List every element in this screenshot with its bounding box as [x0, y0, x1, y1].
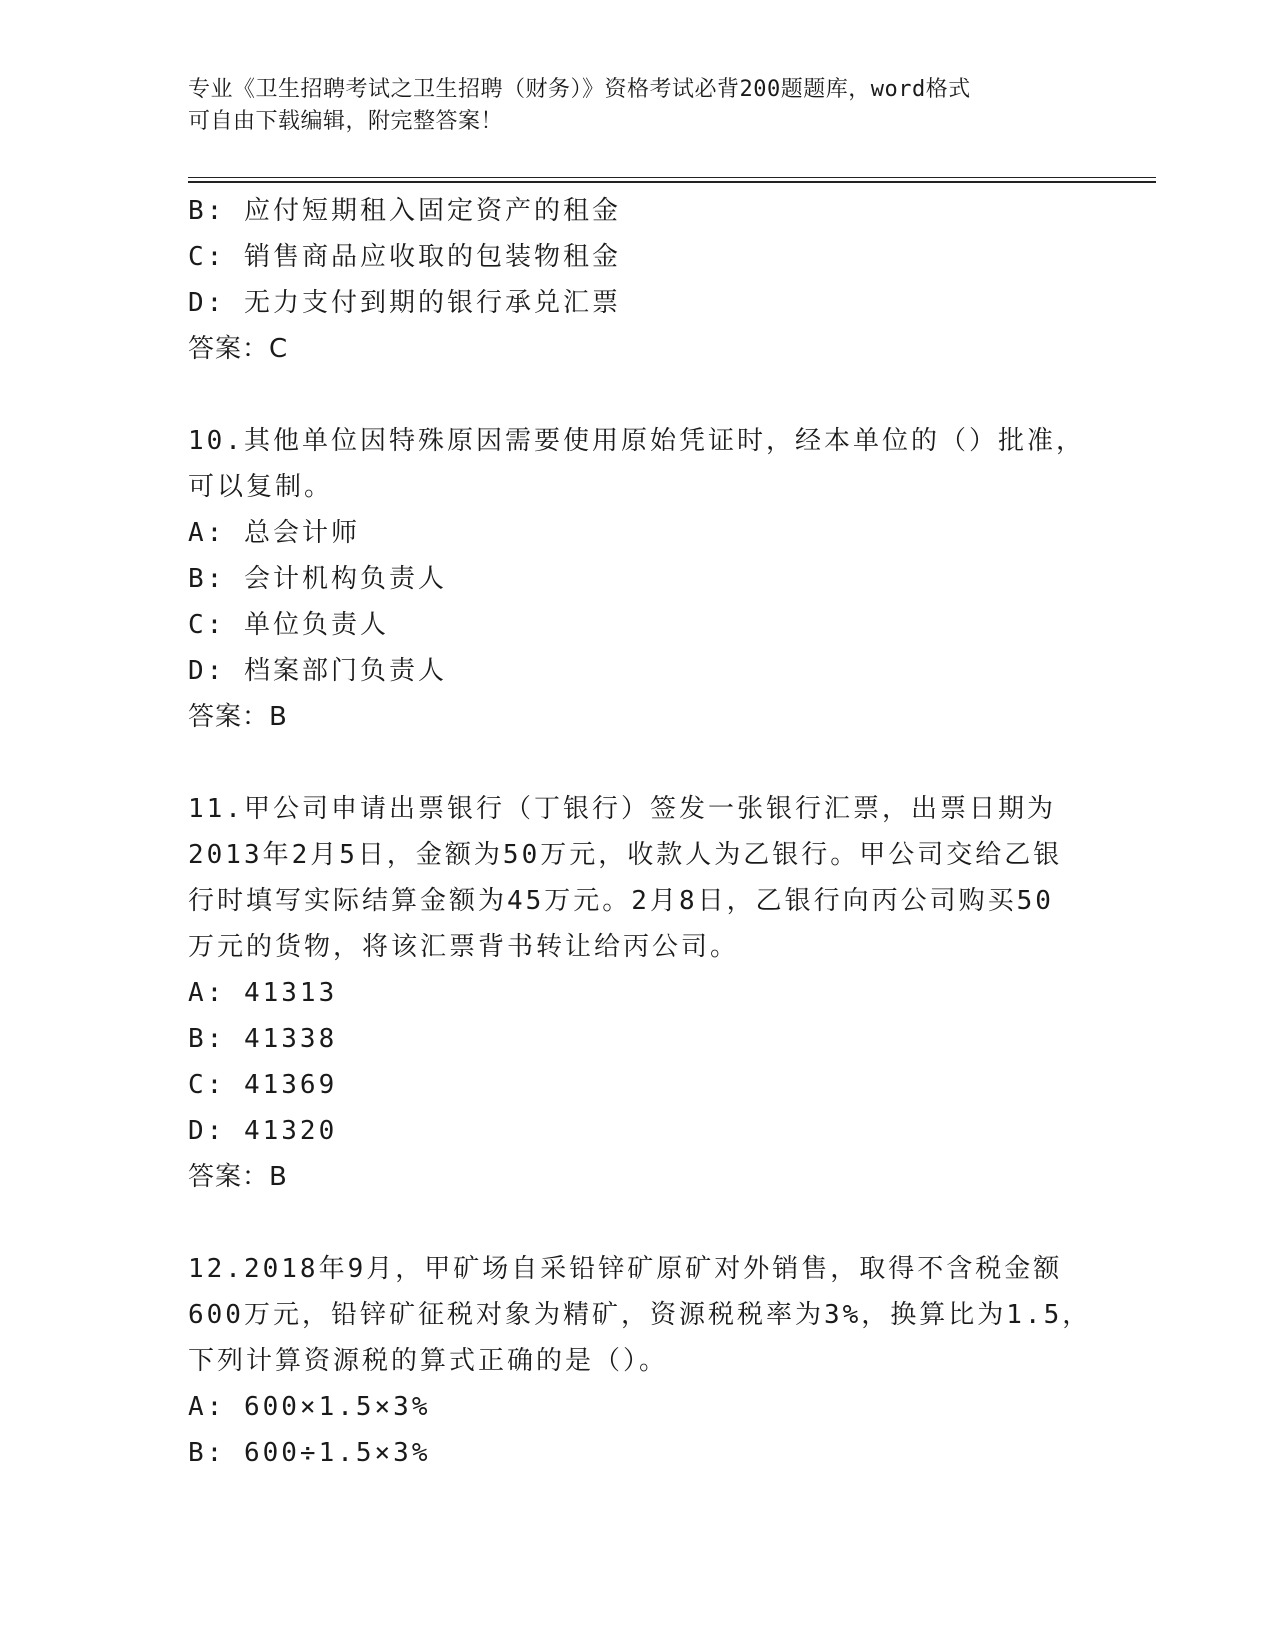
- q10-option-a: A: 总会计师: [188, 518, 360, 548]
- q11-option-d: D: 41320: [188, 1116, 338, 1146]
- q12-stem-line-2: 600万元，铅锌矿征税对象为精矿，资源税税率为3%，换算比为1.5，: [188, 1300, 1092, 1330]
- q12-stem-line-1: 12.2018年9月，甲矿场自采铅锌矿原矿对外销售，取得不含税金额: [188, 1254, 1063, 1284]
- q9-answer: 答案：C: [188, 334, 289, 364]
- q9-option-b: B: 应付短期租入固定资产的租金: [188, 196, 621, 226]
- q11-stem-line-2: 2013年2月5日，金额为50万元，收款人为乙银行。甲公司交给乙银: [188, 840, 1063, 870]
- q10-stem-line-1: 10.其他单位因特殊原因需要使用原始凭证时，经本单位的（）批准，: [188, 426, 1085, 456]
- q12-option-b: B: 600÷1.5×3%: [188, 1438, 431, 1468]
- question-11: [188, 786, 1088, 1200]
- q9-option-d: D: 无力支付到期的银行承兑汇票: [188, 288, 621, 318]
- q10-answer: 答案：B: [188, 702, 288, 732]
- question-spacer: [188, 740, 1088, 786]
- question-list: [188, 188, 1092, 1476]
- q11-option-a: A: 41313: [188, 978, 338, 1008]
- q11-stem-line-1: 11.甲公司申请出票银行（丁银行）签发一张银行汇票，出票日期为: [188, 794, 1056, 824]
- header-title-line-1: 专业《卫生招聘考试之卫生招聘（财务）》资格考试必背200题题库，word格式: [188, 77, 971, 102]
- q11-option-b: B: 41338: [188, 1024, 338, 1054]
- q10-option-c: C: 单位负责人: [188, 610, 389, 640]
- header-divider-thin: [188, 177, 1156, 178]
- q9-option-c: C: 销售商品应收取的包装物租金: [188, 242, 621, 272]
- q10-option-b: B: 会计机构负责人: [188, 564, 447, 594]
- question-12: [188, 1246, 1092, 1476]
- question-spacer: [188, 1200, 1088, 1246]
- q12-option-a: A: 600×1.5×3%: [188, 1392, 431, 1422]
- question-9: [188, 188, 1088, 372]
- question-spacer: [188, 372, 1088, 418]
- q11-option-c: C: 41369: [188, 1070, 338, 1100]
- header-divider-thick: [188, 181, 1156, 183]
- document-header: [188, 74, 1088, 138]
- q11-stem-line-3: 行时填写实际结算金额为45万元。2月8日，乙银行向丙公司购买50: [188, 886, 1054, 916]
- q11-stem-line-4: 万元的货物，将该汇票背书转让给丙公司。: [188, 932, 740, 962]
- header-title-line-2: 可自由下载编辑，附完整答案！: [188, 109, 504, 134]
- q10-option-d: D: 档案部门负责人: [188, 656, 447, 686]
- question-10: [188, 418, 1088, 740]
- q10-stem-line-2: 可以复制。: [188, 472, 334, 502]
- q12-stem-line-3: 下列计算资源税的算式正确的是（）。: [188, 1346, 669, 1376]
- q11-answer: 答案：B: [188, 1162, 288, 1192]
